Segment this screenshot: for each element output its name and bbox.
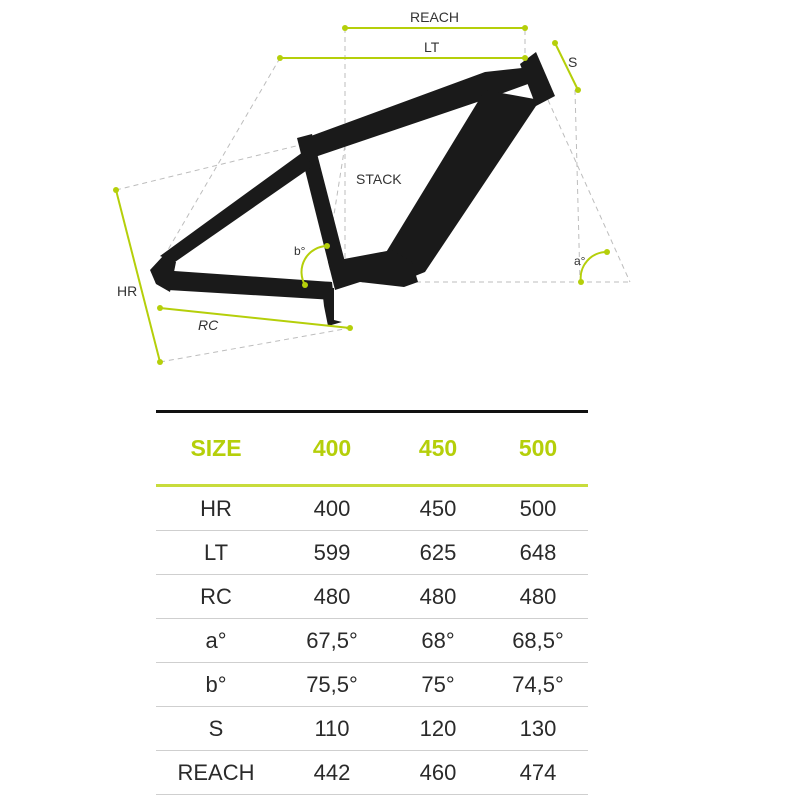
- cell-value: 400: [276, 486, 388, 531]
- cell-value: 67,5°: [276, 619, 388, 663]
- cell-value: 500: [488, 486, 588, 531]
- row-label: a°: [156, 619, 276, 663]
- table-row: [156, 531, 588, 575]
- seat-stay: [160, 152, 313, 262]
- cell-value: 480: [488, 575, 588, 619]
- table-row: [156, 575, 588, 619]
- cell-value: 450: [388, 486, 488, 531]
- table-row: [156, 619, 588, 663]
- cell-value: 480: [388, 575, 488, 619]
- row-label: b°: [156, 663, 276, 707]
- reach-label: REACH: [410, 9, 460, 25]
- a-angle-label: a°: [574, 254, 586, 268]
- cell-value: 130: [488, 707, 588, 751]
- header-size: SIZE: [156, 413, 276, 486]
- s-label: S: [568, 54, 578, 70]
- b-angle-label: b°: [294, 244, 306, 258]
- cell-value: 120: [388, 707, 488, 751]
- cell-value: 460: [388, 751, 488, 795]
- row-label: REACH: [156, 751, 276, 795]
- stack-label: STACK: [356, 171, 402, 187]
- cell-value: 625: [388, 531, 488, 575]
- row-label: LT: [156, 531, 276, 575]
- table-row: [156, 751, 588, 795]
- cell-value: 110: [276, 707, 388, 751]
- geometry-table: [156, 410, 588, 795]
- hr-label: HR: [117, 283, 138, 299]
- frame-geometry-diagram: [0, 0, 800, 380]
- cell-value: 75°: [388, 663, 488, 707]
- table-row: [156, 486, 588, 531]
- table-row: [156, 707, 588, 751]
- cell-value: 74,5°: [488, 663, 588, 707]
- header-size-450: 450: [388, 413, 488, 486]
- bb-lug: [322, 288, 342, 326]
- row-label: S: [156, 707, 276, 751]
- table-header-row: [156, 413, 588, 486]
- cell-value: 75,5°: [276, 663, 388, 707]
- cell-value: 474: [488, 751, 588, 795]
- cell-value: 599: [276, 531, 388, 575]
- rc-dimension: [160, 308, 350, 328]
- row-label: RC: [156, 575, 276, 619]
- bike-frame: [150, 52, 555, 326]
- cell-value: 648: [488, 531, 588, 575]
- rc-label: RC: [198, 317, 219, 333]
- row-label: HR: [156, 486, 276, 531]
- cell-value: 68,5°: [488, 619, 588, 663]
- cell-value: 68°: [388, 619, 488, 663]
- lt-label: LT: [424, 39, 440, 55]
- header-size-400: 400: [276, 413, 388, 486]
- header-size-500: 500: [488, 413, 588, 486]
- table-row: [156, 663, 588, 707]
- cell-value: 442: [276, 751, 388, 795]
- cell-value: 480: [276, 575, 388, 619]
